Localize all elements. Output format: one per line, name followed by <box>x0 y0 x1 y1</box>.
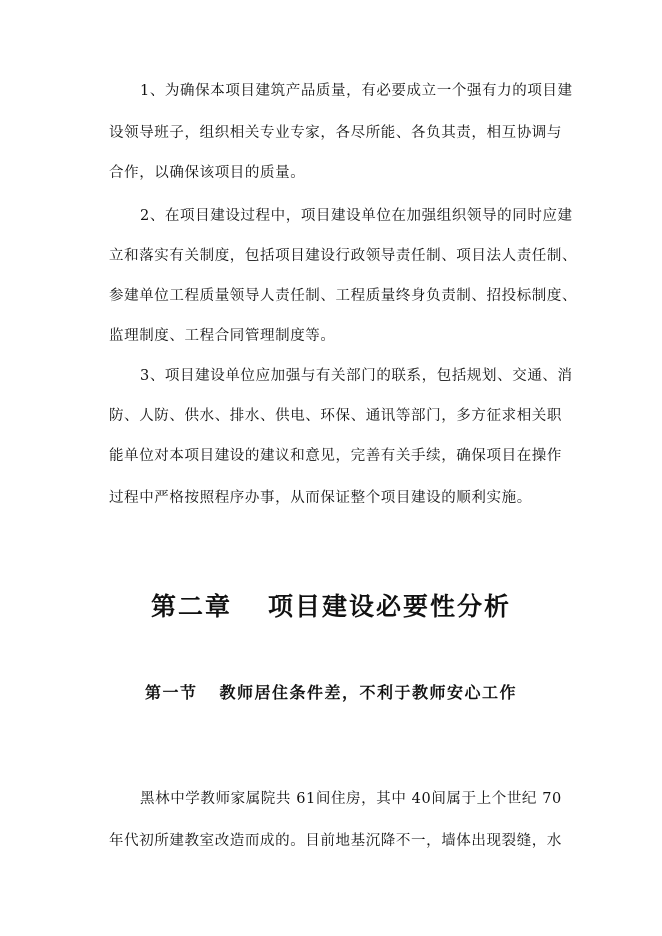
text-line: 防、人防、供水、排水、供电、环保、通讯等部门，多方征求相关职 <box>109 408 562 424</box>
text-line: 合作，以确保该项目的质量。 <box>109 165 306 181</box>
chapter-title: 项目建设必要性分析 <box>268 592 512 621</box>
text-line: 3、项目建设单位应加强与有关部门的联系，包括规划、交通、消 <box>140 368 573 384</box>
section-number: 第一节 <box>144 683 198 702</box>
section-heading <box>0 680 662 703</box>
text-line: 参建单位工程质量领导人责任制、工程质量终身负责制、招投标制度、 <box>109 288 578 304</box>
section-title: 教师居住条件差，不利于教师安心工作 <box>219 683 518 702</box>
text-line: 设领导班子，组织相关专业专家，各尽所能、各负其责，相互协调与 <box>109 125 562 141</box>
chapter-heading <box>0 587 662 623</box>
text-line: 1、为确保本项目建筑产品质量，有必要成立一个强有力的项目建 <box>140 83 573 99</box>
chapter-number: 第二章 <box>150 592 232 621</box>
text-line: 立和落实有关制度，包括项目建设行政领导责任制、项目法人责任制、 <box>109 248 578 264</box>
text-line: 过程中严格按照程序办事，从而保证整个项目建设的顺利实施。 <box>109 490 532 506</box>
text-line: 能单位对本项目建设的建议和意见，完善有关手续，确保项目在操作 <box>109 448 562 464</box>
text-line: 年代初所建教室改造而成的。目前地基沉降不一，墙体出现裂缝，水 <box>109 833 562 849</box>
text-line: 2、在项目建设过程中，项目建设单位在加强组织领导的同时应建 <box>140 208 573 224</box>
text-line: 黑林中学教师家属院共 61间住房，其中 40间属于上个世纪 70 <box>140 791 562 807</box>
text-line: 监理制度、工程合同管理制度等。 <box>109 328 336 344</box>
